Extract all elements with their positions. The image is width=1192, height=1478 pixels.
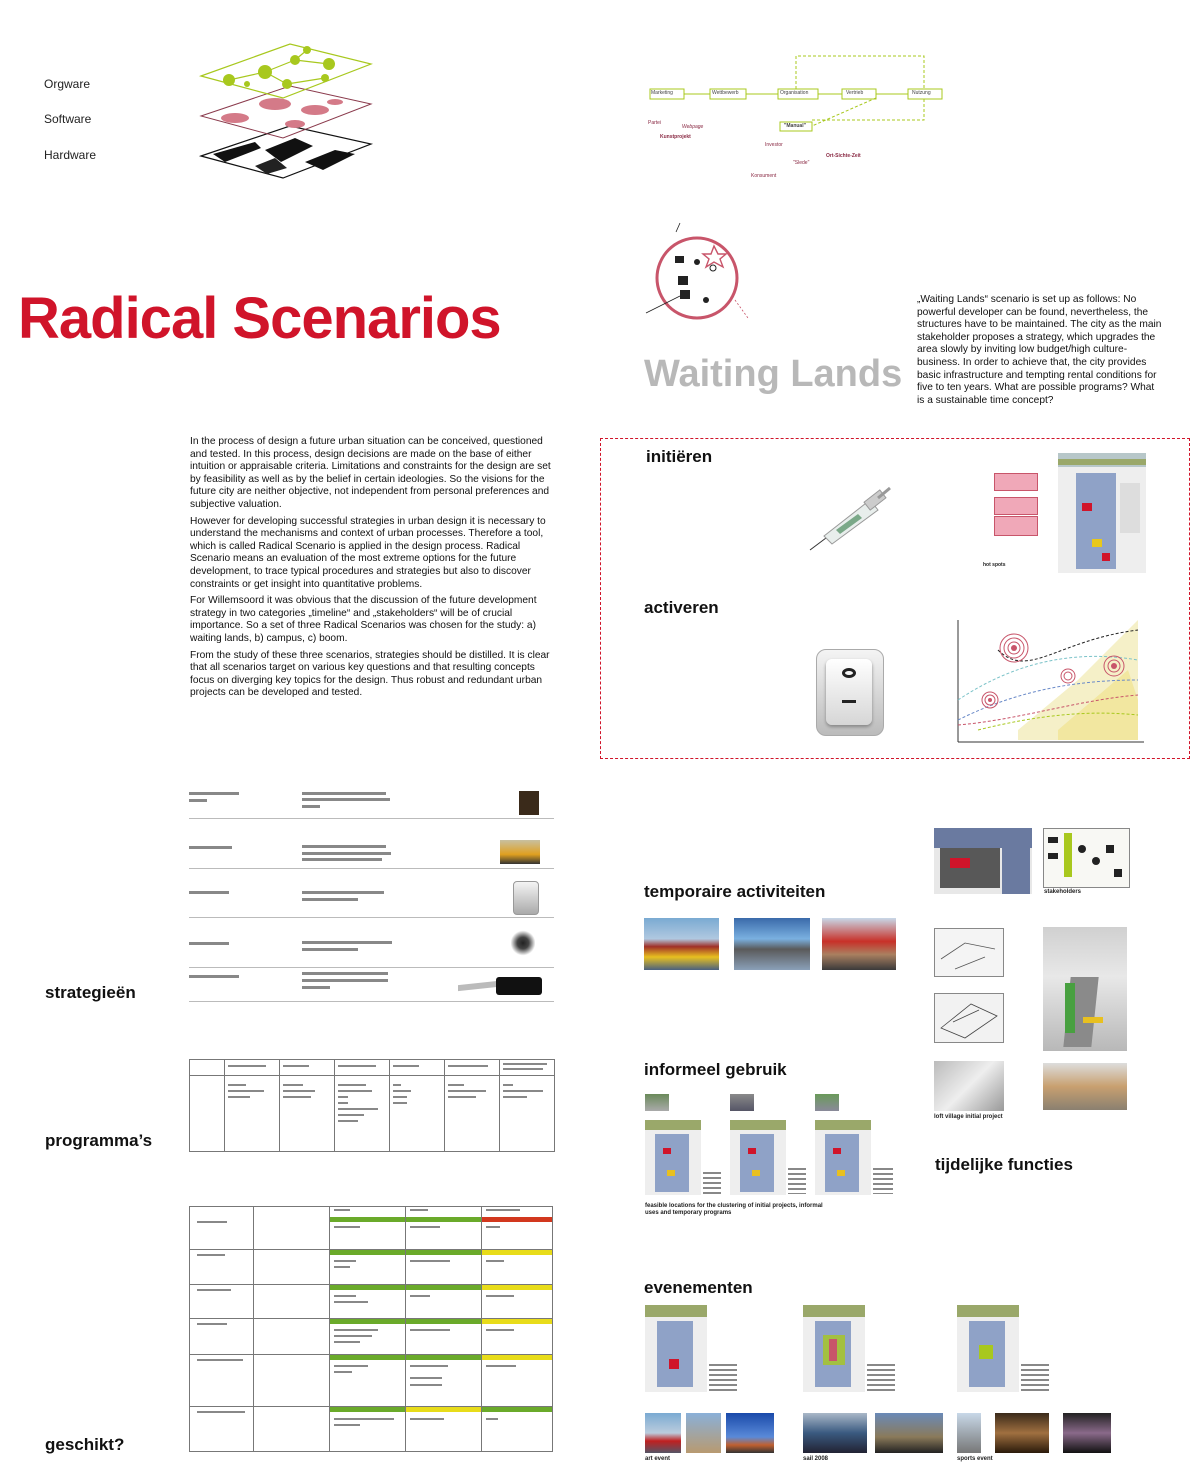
photo xyxy=(644,918,719,970)
flow-label-kunstprojekt: Kunstprojekt xyxy=(660,134,691,140)
flow-node-manual: "Manual" xyxy=(784,123,806,129)
flow-label-webpage: Webpage xyxy=(682,124,704,130)
photo xyxy=(815,1094,839,1111)
initiate-map xyxy=(1058,453,1146,573)
thumb-image xyxy=(519,791,539,815)
caption-feasible: feasible locations for the clustering of initial projects, informal uses and temporary programs xyxy=(645,1203,823,1216)
flow-label-investor: Investor xyxy=(765,142,783,148)
waiting-lands-title: Waiting Lands xyxy=(644,353,903,395)
photo xyxy=(686,1413,721,1453)
map-image xyxy=(645,1120,701,1195)
sketch-image xyxy=(934,1061,1004,1111)
switch-image xyxy=(816,649,884,736)
intro-paragraph: From the study of these three scenarios, strategies should be distilled. It is clear that all scenarios target on various key questions and that resulting concepts focus on diverging key topics for the design. Thus robust and redundant urban projects can be developed and tested. xyxy=(190,649,550,699)
thumb-image xyxy=(511,928,535,958)
caption-loft: loft village initial project xyxy=(934,1114,1003,1120)
caption-art-event: art event xyxy=(645,1456,671,1462)
legend xyxy=(1021,1364,1049,1392)
photo xyxy=(1063,1413,1111,1453)
flow-label-konsument: Konsument xyxy=(751,173,777,179)
map-image xyxy=(957,1305,1019,1392)
thumb-image xyxy=(458,975,542,997)
intro-text xyxy=(190,436,554,704)
section-temporaire: temporaire activiteiten xyxy=(644,882,826,901)
map-image xyxy=(815,1120,871,1195)
stakeholder-diagram xyxy=(1043,828,1130,888)
flow-node-organisation: Organisation xyxy=(780,90,809,96)
map-image xyxy=(803,1305,865,1392)
label-orgware: Orgware xyxy=(44,77,91,91)
section-activeren: activeren xyxy=(644,598,719,617)
layer-stack-diagram xyxy=(195,38,380,186)
model-photo xyxy=(1043,927,1127,1051)
programs-table xyxy=(189,1059,555,1152)
map-image xyxy=(934,828,1032,894)
map-image xyxy=(730,1120,786,1195)
photo xyxy=(730,1094,754,1111)
photo xyxy=(726,1413,774,1453)
section-informeel: informeel gebruik xyxy=(644,1060,787,1079)
legend xyxy=(703,1172,721,1196)
section-strategieen: strategieën xyxy=(45,983,136,1002)
flow-node-wettbewerb: Wettbewerb xyxy=(712,90,739,96)
intro-paragraph: However for developing successful strategies in urban design it is necessary to understand the mechanisms and context of urban processes. Therefore a tool, which is called Radical Scenario is applied in the design process. Radical Scenario means an evaluation of the most extreme options for the future development, to trace typical procedures and strategies but also to discover constraints or get insight into quantitative problems. xyxy=(190,515,546,590)
caption-hotspots: hot spots xyxy=(983,562,1006,568)
sketch-image xyxy=(934,928,1004,977)
flow-label-partei: Partei xyxy=(648,120,662,126)
thumb-image xyxy=(513,881,539,915)
callout xyxy=(994,516,1038,536)
waiting-lands-circle-diagram xyxy=(640,218,755,320)
flow-node-marketing: Marketing xyxy=(651,90,673,96)
photo xyxy=(734,918,810,970)
activate-chart xyxy=(938,620,1146,750)
flow-label-ort: Ort-Sichte-Zeit xyxy=(826,153,861,159)
thumb-image xyxy=(500,840,540,864)
intro-paragraph: In the process of design a future urban situation can be conceived, questioned and tested. In this process, design decisions are made on the base of either intuition or appraisable criteria. Limitations and constraints for the design are set by feasibility as well as by the belief in certain ideologies. So the visions for the future city are neither objective, not independent from personal preferences and subjective valuation. xyxy=(190,436,551,510)
section-initieren: initiëren xyxy=(646,447,713,466)
waiting-lands-text: „Waiting Lands“ scenario is set up as follows: No powerful developer can be found, nevertheless, the structures have to be maintained. The city as the main stakeholder proposes a strategy, which upgrades the area slowly by inviting low budget/high culture-business. In order to achieve that, the city provides basic infrastructure and tempting rental conditions for five to ten years. What are possible programs? What is a sustainable time concept? xyxy=(917,294,1162,406)
photo xyxy=(645,1413,681,1453)
legend xyxy=(873,1168,893,1194)
legend xyxy=(709,1364,737,1392)
page-title: Radical Scenarios xyxy=(18,286,501,351)
flow-node-nutzung: Nutzung xyxy=(912,90,931,96)
label-software: Software xyxy=(44,112,92,126)
syringe-image xyxy=(806,484,892,554)
caption-sail: sail 2008 xyxy=(803,1456,829,1462)
intro-paragraph: For Willemsoord it was obvious that the discussion of the future development strategy in two categories „timeline“ and „stakeholders“ will be of crucial importance. So a set of three Radical Scenarios was chosen for the study: a) waiting lands, b) campus, c) boom. xyxy=(190,595,537,644)
section-programmas: programma’s xyxy=(45,1131,153,1150)
label-hardware: Hardware xyxy=(44,148,97,162)
legend xyxy=(867,1364,895,1392)
flow-node-vertrieb: Vertrieb xyxy=(846,90,864,96)
callout xyxy=(994,497,1038,515)
photo xyxy=(957,1413,981,1453)
legend xyxy=(788,1168,806,1194)
photo xyxy=(645,1094,669,1111)
model-photo xyxy=(1043,1063,1127,1110)
photo xyxy=(822,918,896,970)
map-image xyxy=(645,1305,707,1392)
flow-label-slede: "Slede" xyxy=(793,160,810,166)
photo xyxy=(995,1413,1049,1453)
section-geschikt: geschikt? xyxy=(45,1435,125,1454)
photo xyxy=(875,1413,943,1453)
section-tijdelijke: tijdelijke functies xyxy=(935,1155,1073,1174)
section-evenementen: evenementen xyxy=(644,1278,753,1297)
photo xyxy=(803,1413,867,1453)
callout xyxy=(994,473,1038,491)
sketch-image xyxy=(934,993,1004,1043)
caption-sports-event: sports event xyxy=(957,1456,993,1462)
caption-stakeholders: stakeholders xyxy=(1044,889,1082,895)
